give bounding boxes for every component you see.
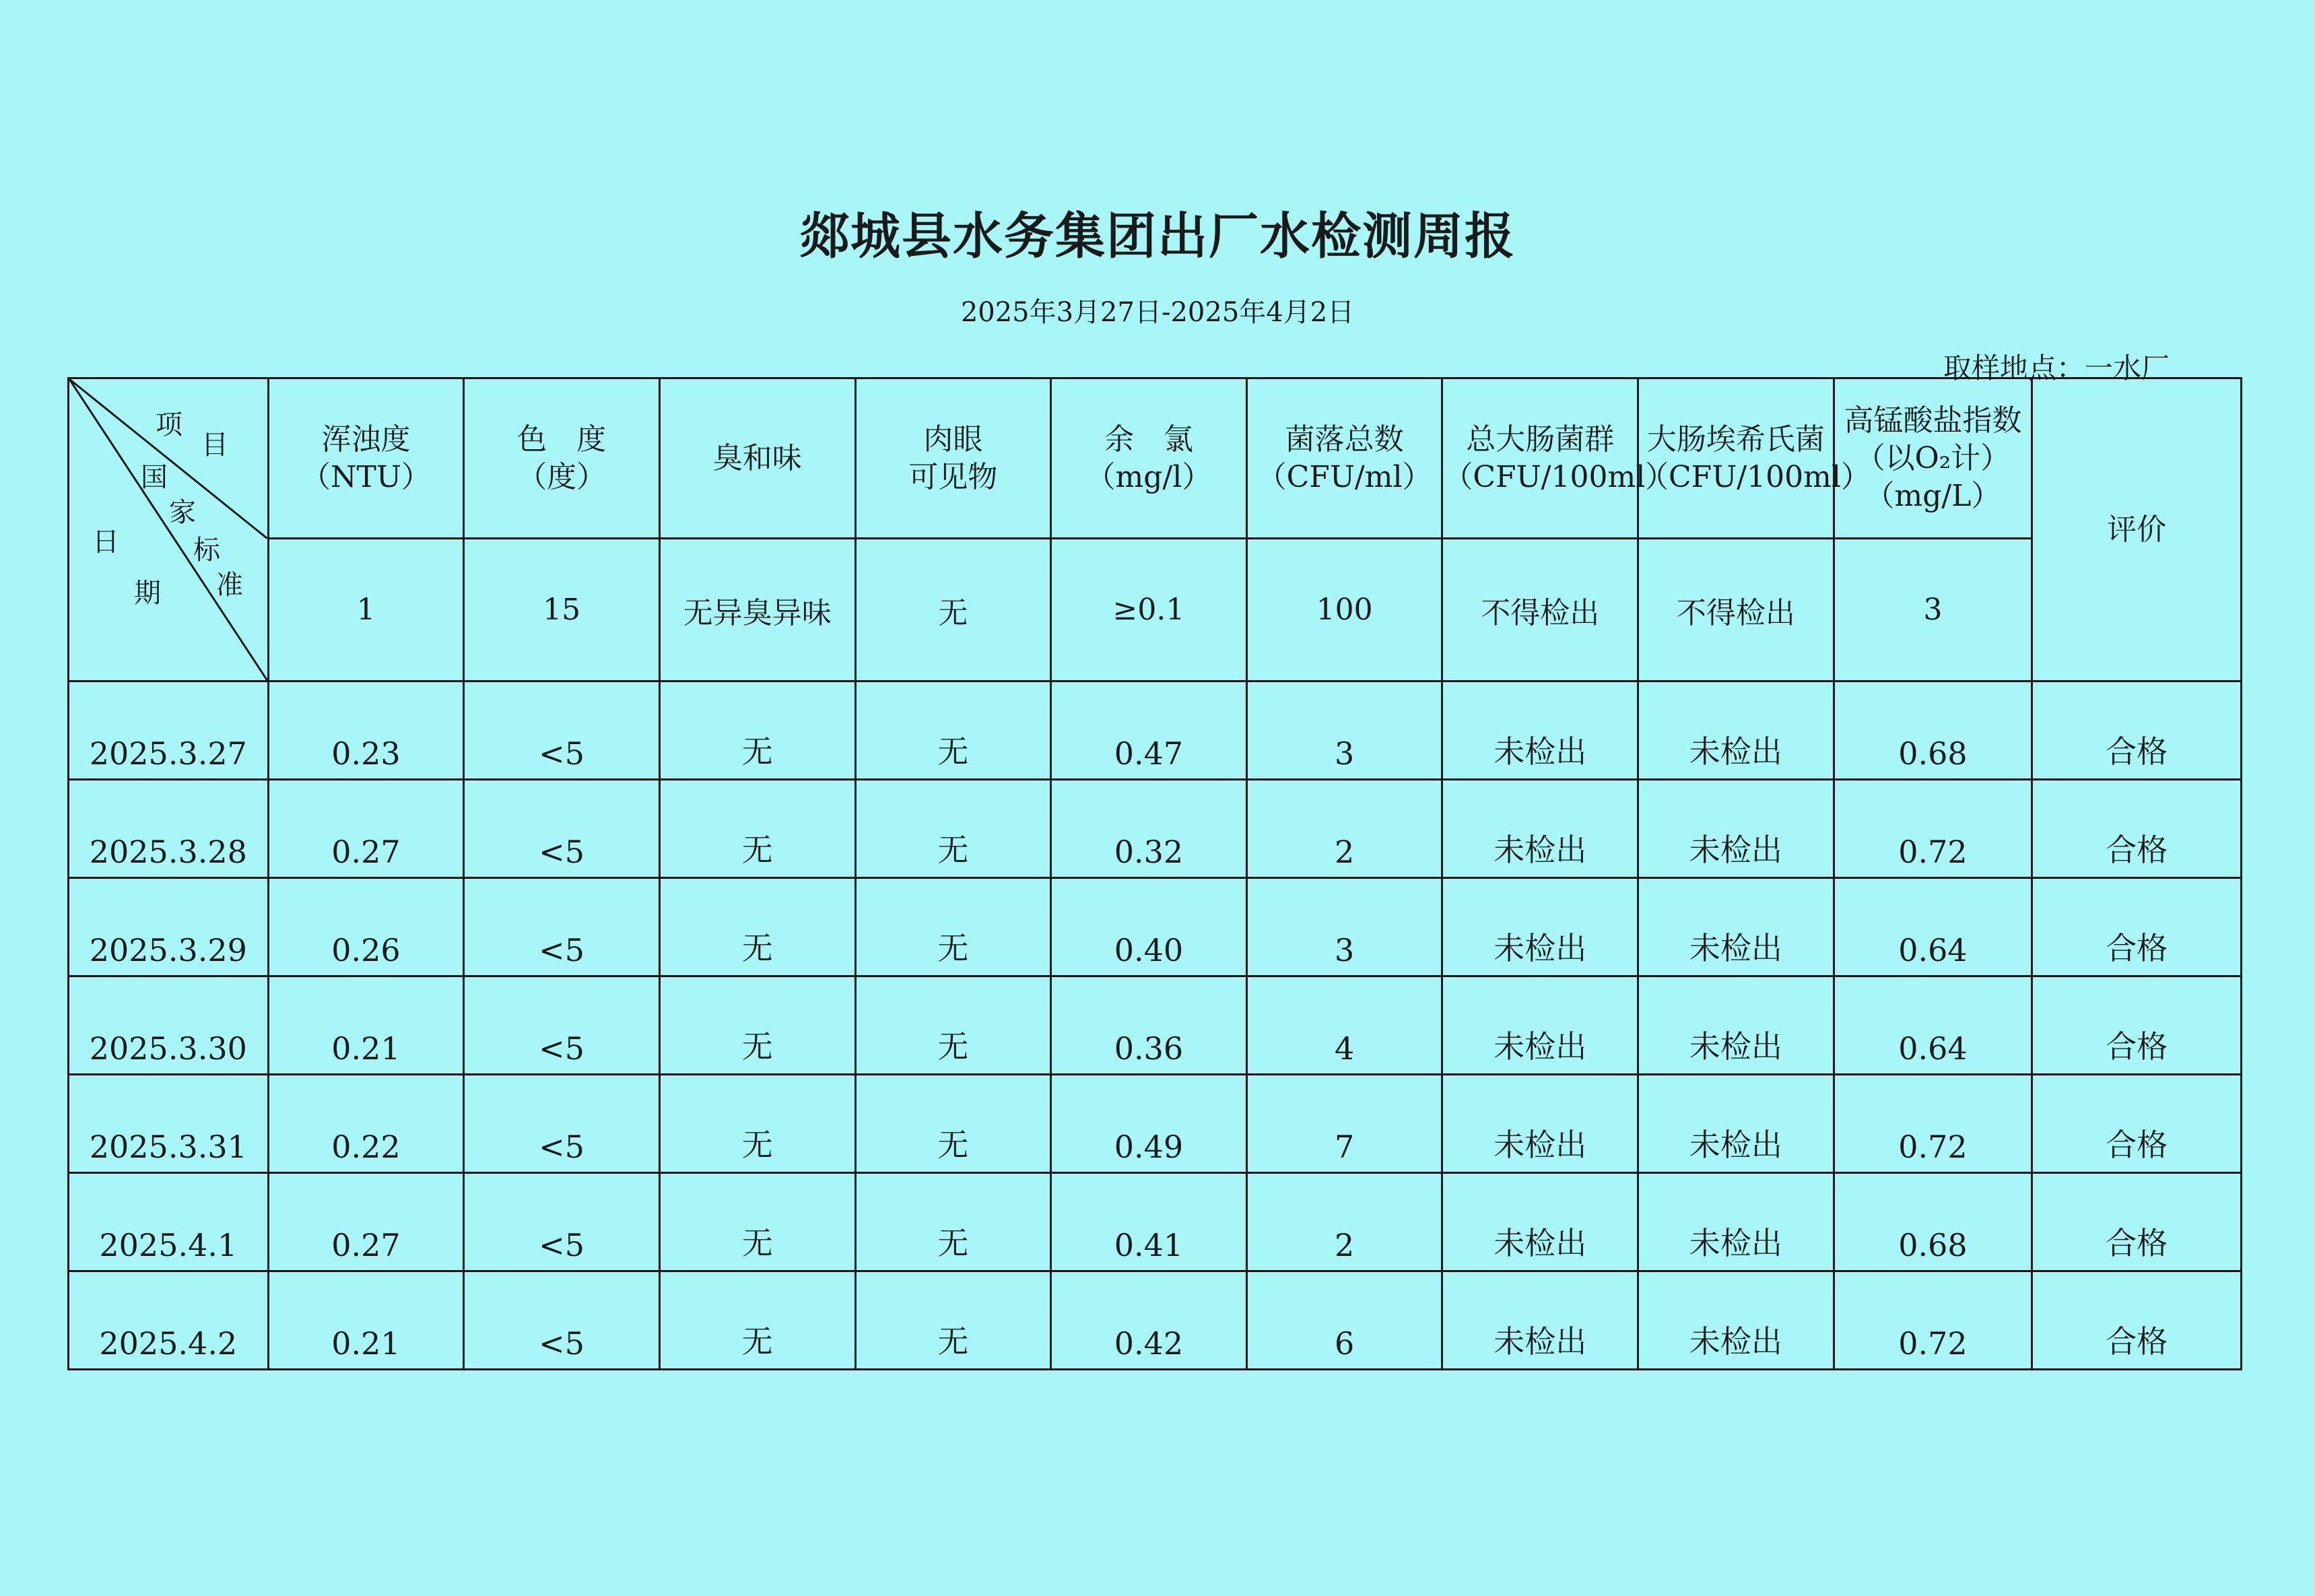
cell-odor: 无 <box>659 681 855 780</box>
table-row <box>69 878 2242 976</box>
cell-result: 合格 <box>2032 976 2242 1075</box>
data-rows <box>69 681 2242 1370</box>
header-coliform: 总大肠菌群 （CFU/100ml） <box>1442 378 1638 539</box>
cell-visible: 无 <box>855 780 1051 878</box>
corner-date-char-1: 日 <box>92 527 119 558</box>
cell-cod: 0.64 <box>1834 878 2032 976</box>
cell-ecoli: 未检出 <box>1638 878 1834 976</box>
cell-chlorine: 0.41 <box>1051 1173 1247 1271</box>
cell-turbidity: 0.22 <box>268 1075 464 1173</box>
cell-odor: 无 <box>659 780 855 878</box>
cell-color: <5 <box>464 780 660 878</box>
standard-row <box>69 539 2242 681</box>
cell-coliform: 未检出 <box>1442 976 1638 1075</box>
cell-cod: 0.68 <box>1834 681 2032 780</box>
cell-turbidity: 0.27 <box>268 1173 464 1271</box>
cell-turbidity: 0.21 <box>268 1271 464 1370</box>
header-color: 色 度 （度） <box>464 378 660 539</box>
cell-colony: 6 <box>1246 1271 1442 1370</box>
cell-chlorine: 0.40 <box>1051 878 1247 976</box>
corner-header-cell <box>69 378 269 681</box>
corner-standard-char-4: 准 <box>216 570 243 601</box>
cell-chlorine: 0.47 <box>1051 681 1247 780</box>
cell-ecoli: 未检出 <box>1638 780 1834 878</box>
standard-odor: 无异臭异味 <box>659 539 855 681</box>
standard-chlorine: ≥0.1 <box>1051 539 1247 681</box>
corner-standard-char-1: 国 <box>141 462 168 493</box>
table-row <box>69 1173 2242 1271</box>
cell-colony: 3 <box>1246 681 1442 780</box>
cell-odor: 无 <box>659 1173 855 1271</box>
cell-cod: 0.72 <box>1834 1075 2032 1173</box>
cell-cod: 0.72 <box>1834 1271 2032 1370</box>
header-odor: 臭和味 <box>659 378 855 539</box>
cell-date: 2025.3.27 <box>69 681 269 780</box>
cell-coliform: 未检出 <box>1442 780 1638 878</box>
corner-date-char-2: 期 <box>134 578 161 609</box>
corner-standard-char-2: 家 <box>169 497 196 528</box>
cell-result: 合格 <box>2032 1075 2242 1173</box>
cell-turbidity: 0.26 <box>268 878 464 976</box>
cell-visible: 无 <box>855 1271 1051 1370</box>
cell-colony: 2 <box>1246 1173 1442 1271</box>
cell-chlorine: 0.42 <box>1051 1271 1247 1370</box>
cell-visible: 无 <box>855 1075 1051 1173</box>
cell-coliform: 未检出 <box>1442 1271 1638 1370</box>
cell-ecoli: 未检出 <box>1638 1173 1834 1271</box>
header-chlorine: 余 氯 （mg/l） <box>1051 378 1247 539</box>
cell-odor: 无 <box>659 1271 855 1370</box>
cell-coliform: 未检出 <box>1442 1075 1638 1173</box>
cell-colony: 3 <box>1246 878 1442 976</box>
table-row <box>69 681 2242 780</box>
cell-result: 合格 <box>2032 878 2242 976</box>
cell-color: <5 <box>464 1271 660 1370</box>
cell-visible: 无 <box>855 976 1051 1075</box>
cell-colony: 7 <box>1246 1075 1442 1173</box>
cell-ecoli: 未检出 <box>1638 1075 1834 1173</box>
cell-date: 2025.3.30 <box>69 976 269 1075</box>
table-row <box>69 780 2242 878</box>
cell-colony: 2 <box>1246 780 1442 878</box>
sampling-location: 取样地点：一水厂 <box>1943 352 2170 385</box>
cell-coliform: 未检出 <box>1442 878 1638 976</box>
corner-standard-char-3: 标 <box>193 535 220 566</box>
cell-chlorine: 0.32 <box>1051 780 1247 878</box>
report-title: 郯城县水务集团出厂水检测周报 <box>799 207 1516 265</box>
standard-cod: 3 <box>1834 539 2032 681</box>
cell-turbidity: 0.27 <box>268 780 464 878</box>
cell-date: 2025.3.28 <box>69 780 269 878</box>
header-turbidity: 浑浊度 （NTU） <box>268 378 464 539</box>
cell-visible: 无 <box>855 1173 1051 1271</box>
cell-result: 合格 <box>2032 780 2242 878</box>
cell-ecoli: 未检出 <box>1638 1271 1834 1370</box>
cell-ecoli: 未检出 <box>1638 976 1834 1075</box>
cell-visible: 无 <box>855 681 1051 780</box>
corner-item-char-1: 项 <box>156 409 182 440</box>
header-ecoli: 大肠埃希氏菌 （CFU/100ml） <box>1638 378 1834 539</box>
cell-color: <5 <box>464 976 660 1075</box>
cell-date: 2025.4.1 <box>69 1173 269 1271</box>
standard-color: 15 <box>464 539 660 681</box>
header-cod: 高锰酸盐指数 （以O₂计） （mg/L） <box>1834 378 2032 539</box>
report-period: 2025年3月27日-2025年4月2日 <box>960 297 1355 328</box>
water-quality-table <box>67 377 2242 1370</box>
cell-result: 合格 <box>2032 681 2242 780</box>
table-row <box>69 1075 2242 1173</box>
cell-turbidity: 0.23 <box>268 681 464 780</box>
cell-color: <5 <box>464 1173 660 1271</box>
cell-color: <5 <box>464 1075 660 1173</box>
header-visible: 肉眼 可见物 <box>855 378 1051 539</box>
cell-date: 2025.3.31 <box>69 1075 269 1173</box>
cell-colony: 4 <box>1246 976 1442 1075</box>
standard-ecoli: 不得检出 <box>1638 539 1834 681</box>
cell-date: 2025.4.2 <box>69 1271 269 1370</box>
cell-result: 合格 <box>2032 1173 2242 1271</box>
header-row <box>69 378 2242 539</box>
table-row <box>69 976 2242 1075</box>
cell-odor: 无 <box>659 976 855 1075</box>
standard-colony: 100 <box>1246 539 1442 681</box>
cell-turbidity: 0.21 <box>268 976 464 1075</box>
cell-visible: 无 <box>855 878 1051 976</box>
standard-coliform: 不得检出 <box>1442 539 1638 681</box>
cell-odor: 无 <box>659 878 855 976</box>
cell-color: <5 <box>464 878 660 976</box>
cell-ecoli: 未检出 <box>1638 681 1834 780</box>
corner-item-char-2: 目 <box>201 430 228 461</box>
cell-odor: 无 <box>659 1075 855 1173</box>
cell-coliform: 未检出 <box>1442 681 1638 780</box>
cell-cod: 0.68 <box>1834 1173 2032 1271</box>
table-row <box>69 1271 2242 1370</box>
standard-visible: 无 <box>855 539 1051 681</box>
cell-cod: 0.64 <box>1834 976 2032 1075</box>
cell-date: 2025.3.29 <box>69 878 269 976</box>
cell-coliform: 未检出 <box>1442 1173 1638 1271</box>
cell-cod: 0.72 <box>1834 780 2032 878</box>
header-colony: 菌落总数 （CFU/ml） <box>1246 378 1442 539</box>
cell-result: 合格 <box>2032 1271 2242 1370</box>
cell-chlorine: 0.49 <box>1051 1075 1247 1173</box>
header-evaluation: 评价 <box>2032 378 2242 681</box>
cell-chlorine: 0.36 <box>1051 976 1247 1075</box>
cell-color: <5 <box>464 681 660 780</box>
standard-turbidity: 1 <box>268 539 464 681</box>
